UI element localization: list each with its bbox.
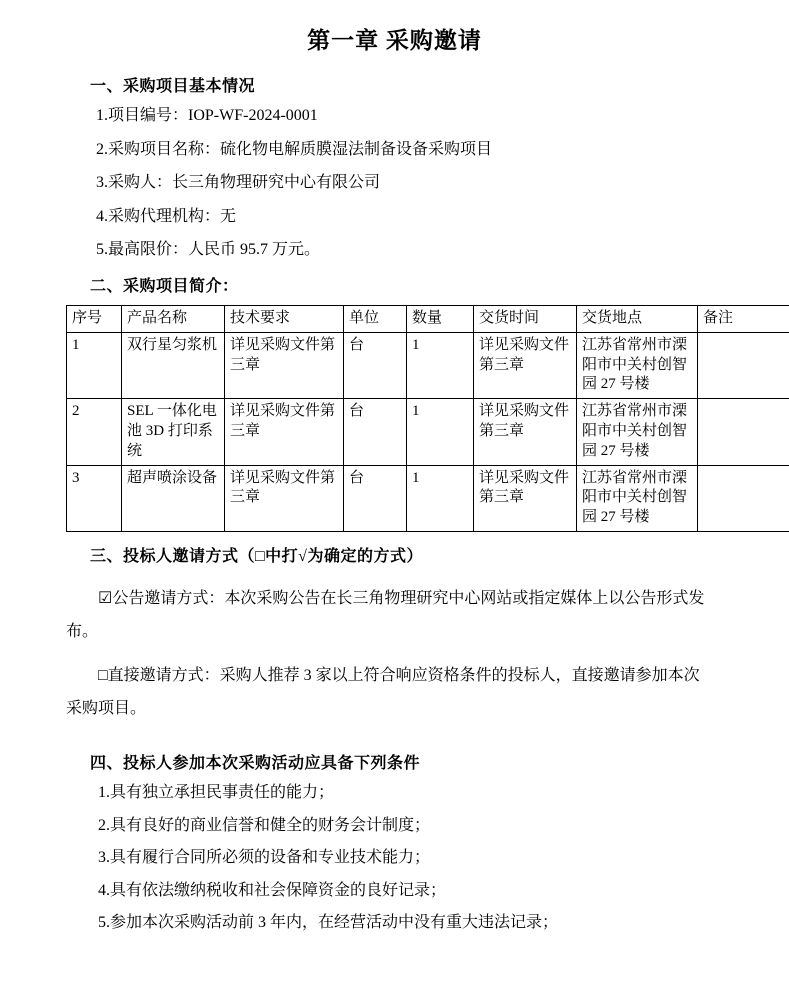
cell-unit: 台 bbox=[344, 465, 407, 531]
section-heading-project-summary: 二、采购项目简介： bbox=[90, 273, 727, 296]
cell-quantity: 1 bbox=[407, 465, 474, 531]
table-header-tech-requirement: 技术要求 bbox=[225, 305, 344, 332]
table-header-delivery-place: 交货地点 bbox=[577, 305, 698, 332]
table-header-remark: 备注 bbox=[698, 305, 789, 332]
basic-info-item-price-cap: 5.最高限价：人民币 95.7 万元。 bbox=[96, 239, 727, 261]
table-header-row bbox=[67, 305, 789, 332]
cell-seq: 2 bbox=[67, 399, 122, 465]
bidder-condition-2: 2.具有良好的商业信誉和健全的财务会计制度； bbox=[98, 815, 727, 837]
section-heading-basic-info: 一、采购项目基本情况 bbox=[90, 73, 727, 96]
basic-info-item-project-number: 1.项目编号：IOP-WF-2024-0001 bbox=[96, 105, 727, 127]
table-header-seq: 序号 bbox=[67, 305, 122, 332]
cell-unit: 台 bbox=[344, 399, 407, 465]
table-header-product-name: 产品名称 bbox=[122, 305, 225, 332]
cell-seq: 3 bbox=[67, 465, 122, 531]
cell-tech-requirement: 详见采购文件第三章 bbox=[225, 399, 344, 465]
cell-product-name: 超声喷涂设备 bbox=[122, 465, 225, 531]
document-page bbox=[0, 22, 789, 986]
table-row bbox=[67, 399, 789, 465]
checkbox-checked-icon[interactable]: ☑ bbox=[98, 590, 112, 607]
cell-delivery-time: 详见采购文件第三章 bbox=[474, 399, 577, 465]
cell-tech-requirement: 详见采购文件第三章 bbox=[225, 332, 344, 398]
spacer bbox=[66, 652, 727, 662]
bidder-condition-3: 3.具有履行合同所必须的设备和专业技术能力； bbox=[98, 847, 727, 869]
table-row bbox=[67, 465, 789, 531]
spacer bbox=[66, 575, 727, 585]
cell-quantity: 1 bbox=[407, 399, 474, 465]
table-header-quantity: 数量 bbox=[407, 305, 474, 332]
cell-remark bbox=[698, 465, 789, 531]
invitation-option-public-text: 公告邀请方式：本次采购公告在长三角物理研究中心网站或指定媒体上以公告形式发 bbox=[112, 590, 704, 607]
invitation-option-public-text-cont: 布。 bbox=[66, 618, 727, 646]
cell-product-name: SEL 一体化电池 3D 打印系统 bbox=[122, 399, 225, 465]
procurement-table bbox=[66, 305, 789, 532]
cell-unit: 台 bbox=[344, 332, 407, 398]
table-row bbox=[67, 332, 789, 398]
basic-info-item-purchaser: 3.采购人：长三角物理研究中心有限公司 bbox=[96, 172, 727, 194]
cell-quantity: 1 bbox=[407, 332, 474, 398]
checkbox-unchecked-icon[interactable]: □ bbox=[98, 667, 108, 684]
bidder-condition-1: 1.具有独立承担民事责任的能力； bbox=[98, 782, 727, 804]
table-header-delivery-time: 交货时间 bbox=[474, 305, 577, 332]
section-heading-invitation-method: 三、投标人邀请方式（□中打√为确定的方式） bbox=[90, 543, 727, 566]
table-header-unit: 单位 bbox=[344, 305, 407, 332]
cell-remark bbox=[698, 332, 789, 398]
section-heading-bidder-conditions: 四、投标人参加本次采购活动应具备下列条件 bbox=[90, 750, 727, 773]
cell-seq: 1 bbox=[67, 332, 122, 398]
page-title: 第一章 采购邀请 bbox=[0, 22, 789, 55]
cell-delivery-time: 详见采购文件第三章 bbox=[474, 332, 577, 398]
basic-info-item-agency: 4.采购代理机构：无 bbox=[96, 206, 727, 228]
bidder-condition-5: 5.参加本次采购活动前 3 年内，在经营活动中没有重大违法记录； bbox=[98, 912, 727, 934]
cell-delivery-time: 详见采购文件第三章 bbox=[474, 465, 577, 531]
invitation-option-public bbox=[66, 585, 727, 613]
cell-product-name: 双行星匀浆机 bbox=[122, 332, 225, 398]
invitation-option-direct-text: 直接邀请方式：采购人推荐 3 家以上符合响应资格条件的投标人，直接邀请参加本次 bbox=[108, 667, 700, 684]
basic-info-item-project-name: 2.采购项目名称：硫化物电解质膜湿法制备设备采购项目 bbox=[96, 139, 727, 161]
document-content bbox=[0, 73, 789, 934]
cell-delivery-place: 江苏省常州市溧阳市中关村创智园 27 号楼 bbox=[577, 465, 698, 531]
cell-remark bbox=[698, 399, 789, 465]
invitation-option-direct bbox=[66, 662, 727, 690]
cell-delivery-place: 江苏省常州市溧阳市中关村创智园 27 号楼 bbox=[577, 332, 698, 398]
spacer bbox=[66, 729, 727, 739]
cell-delivery-place: 江苏省常州市溧阳市中关村创智园 27 号楼 bbox=[577, 399, 698, 465]
invitation-option-direct-text-cont: 采购项目。 bbox=[66, 695, 727, 723]
bidder-condition-4: 4.具有依法缴纳税收和社会保障资金的良好记录； bbox=[98, 880, 727, 902]
cell-tech-requirement: 详见采购文件第三章 bbox=[225, 465, 344, 531]
